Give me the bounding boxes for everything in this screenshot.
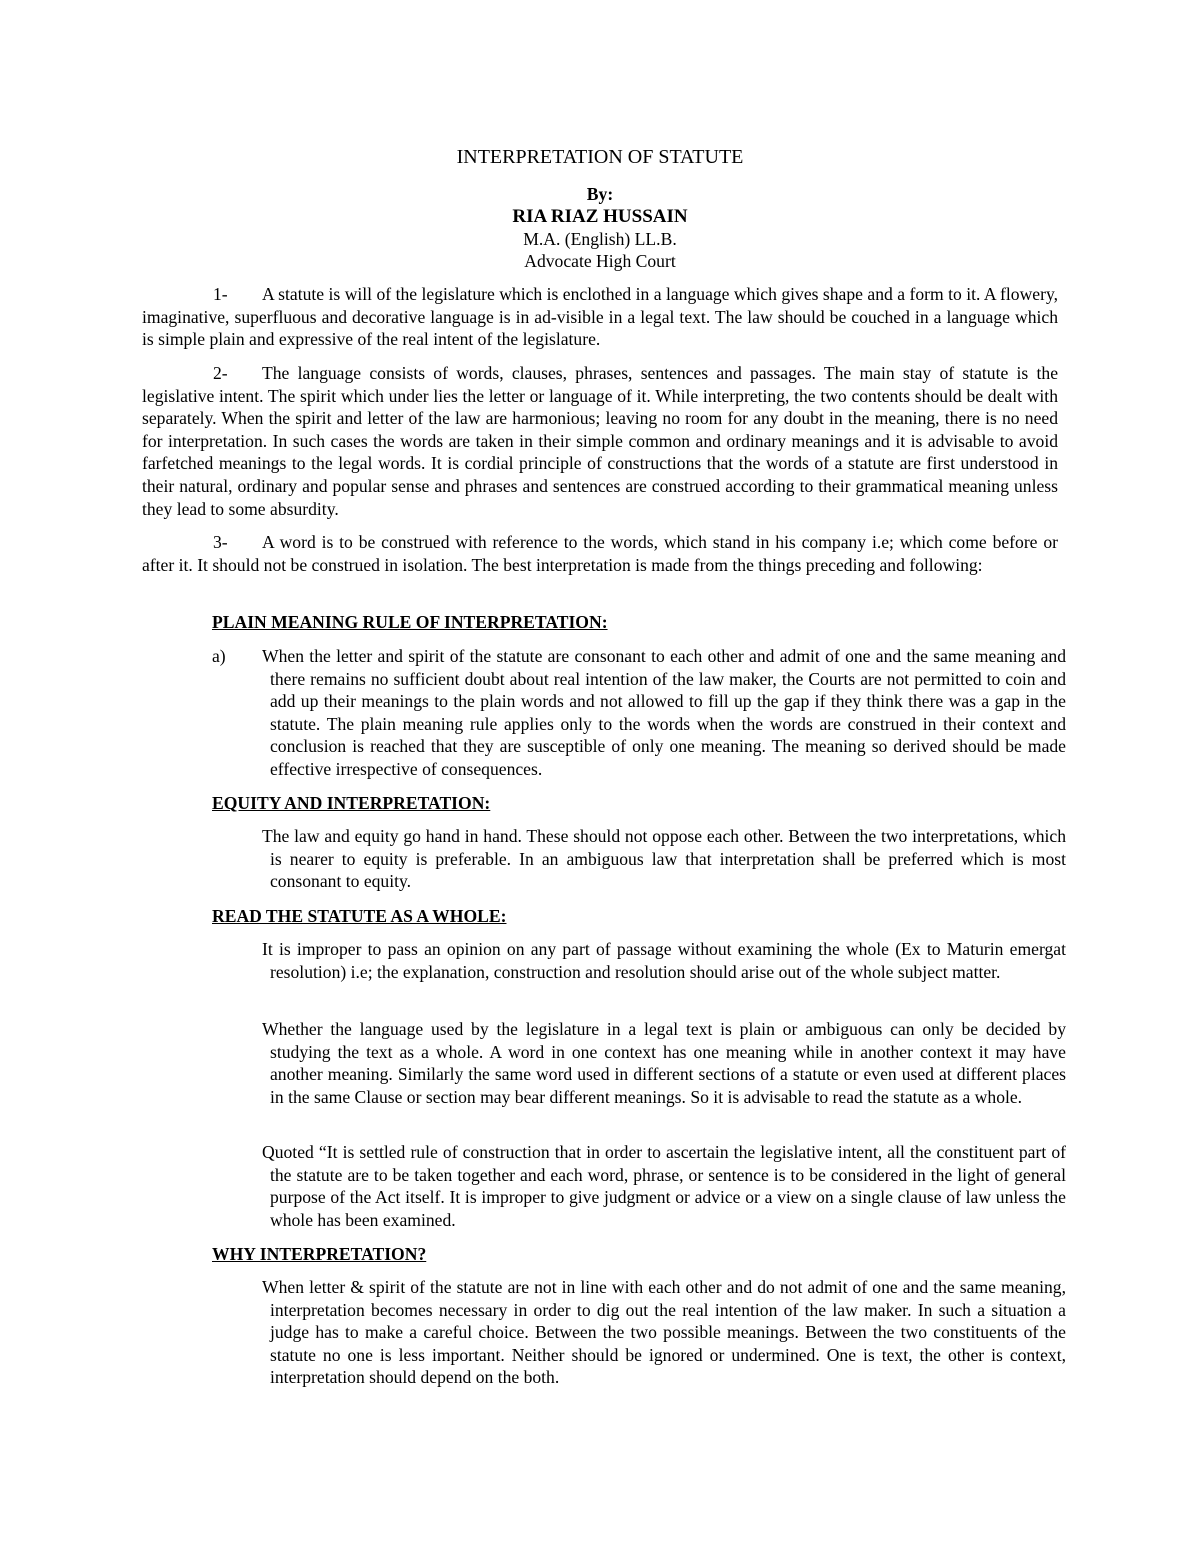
- document-title: INTERPRETATION OF STATUTE: [456, 146, 744, 168]
- section-paragraph: When letter & spirit of the statute are not in line with each other and do not admit of one and the same meaning, interpretation becomes necessary in order to dig out the real intention of the law maker. In such a situation a judge has to make a careful choice. Between the two possible meanings. Between the two constituents of the statute no one is less important. Neither should be ignored or undermined. One is text, the other is context, interpretation should depend on the both.: [262, 1277, 1066, 1388]
- paragraph-number: 1-: [213, 284, 228, 304]
- section-paragraph: Whether the language used by the legislature in a legal text is plain or ambiguous can only be decided by studying the text as a whole. A word in one context has one meaning while in another context it may have another meaning. Similarly the same word used in different sections of a statute or even used at different places in the same Clause or section may bear different meanings. So it is advisable to read the statute as a whole.: [262, 1019, 1066, 1107]
- numbered-paragraph-1: [142, 283, 1058, 351]
- section-paragraph: Quoted “It is settled rule of construction that in order to ascertain the legislative intent, all the constituent part of the statute are to be taken together and each word, phrase, or sentence is to be considered in the light of general purpose of the Act itself. It is improper to give judgment or advice or a view on a single clause of law unless the whole has been examined.: [262, 1142, 1066, 1230]
- author-profession: Advocate High Court: [524, 251, 676, 271]
- section-heading-why-interpretation: WHY INTERPRETATION?: [212, 1244, 427, 1264]
- section-heading-plain-meaning: PLAIN MEANING RULE OF INTERPRETATION:: [212, 612, 608, 632]
- author-degree: M.A. (English) LL.B.: [523, 229, 677, 249]
- author-name: RIA RIAZ HUSSAIN: [512, 206, 688, 227]
- section-paragraph: The law and equity go hand in hand. These should not oppose each other. Between the two interpretations, which is nearer to equity is preferable. In an ambiguous law that interpretation shall be preferred which is most consonant to equity.: [262, 826, 1066, 892]
- numbered-paragraph-3: [142, 531, 1058, 576]
- list-item-label: a): [212, 646, 226, 666]
- section-paragraph: When the letter and spirit of the statute are consonant to each other and admit of one and the same meaning and there remains no sufficient doubt about real intention of the law maker, the Courts are not permitted to coin and add up their meanings to the plain words and not allowed to fill up the gap if they think there was a gap in the statute. The plain meaning rule applies only to the words when the words are construed in their context and conclusion is reached that they are susceptible of only one meaning. The meaning so derived should be made effective irrespective of consequences.: [262, 646, 1066, 779]
- paragraph-number: 3-: [213, 532, 228, 552]
- section-heading-read-whole: READ THE STATUTE AS A WHOLE:: [212, 906, 507, 926]
- section-heading-equity: EQUITY AND INTERPRETATION:: [212, 793, 491, 813]
- by-label: By:: [586, 184, 614, 204]
- paragraph-text: The language consists of words, clauses, phrases, sentences and passages. The main stay of statute is the legislative intent. The spirit which under lies the letter or language of it. While interpreting, the two contents should be dealt with separately. When the spirit and letter of the law are harmonious; leaving no room for any doubt in the meaning, there is no need for interpretation. In such cases the words are taken in their simple common and ordinary meanings and it is advisable to avoid farfetched meanings to the legal words. It is cordial principle of constructions that the words of a statute are first understood in their natural, ordinary and popular sense and phrases and sentences are construed according to their grammatical meaning unless they lead to some absurdity.: [142, 363, 1058, 519]
- numbered-paragraph-2: [142, 362, 1058, 520]
- section-paragraph: It is improper to pass an opinion on any part of passage without examining the whole (Ex to Maturin emergat resolution) i.e; the explanation, construction and resolution should arise out of the whole subject matter.: [262, 939, 1066, 982]
- paragraph-number: 2-: [213, 363, 228, 383]
- paragraph-text: A statute is will of the legislature which is enclothed in a language which gives shape and a form to it. A flowery, imaginative, superfluous and decorative language is in ad-visible in a legal text. The law should be couched in a language which is simple plain and expressive of the real intent of the legislature.: [142, 284, 1058, 350]
- paragraph-text: A word is to be construed with reference to the words, which stand in his company i.e; which come before or after it. It should not be construed in isolation. The best interpretation is made from the things preceding and following:: [142, 532, 1058, 575]
